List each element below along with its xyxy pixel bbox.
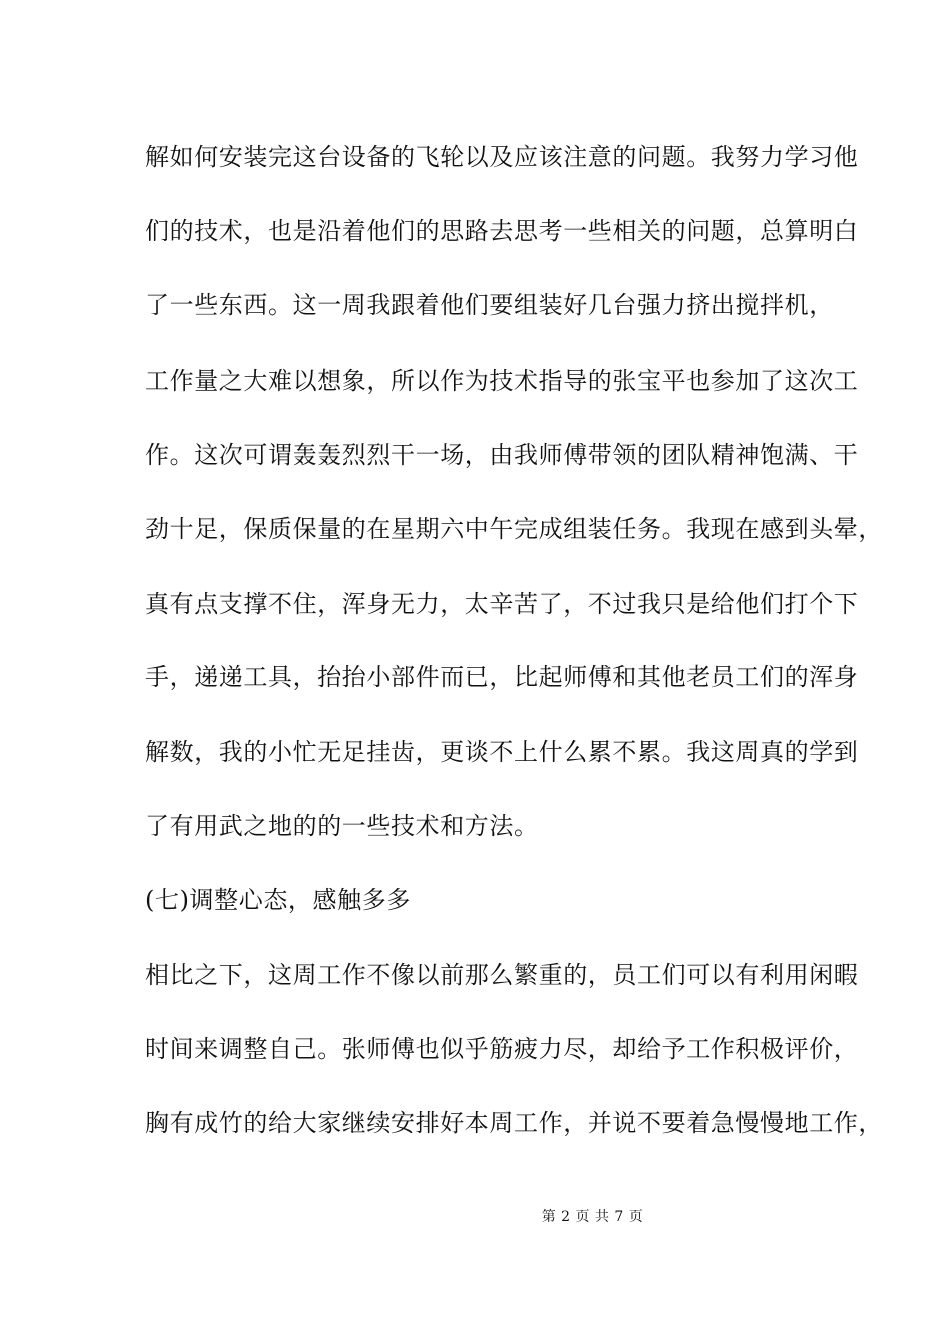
paragraph-line-1: 解如何安装完这台设备的飞轮以及应该注意的问题。我努力学习他 <box>145 143 859 171</box>
paragraph-line-10: 了有用武之地的的一些技术和方法。 <box>145 812 539 840</box>
paragraph-line-13: 胸有成竹的给大家继续安排好本周工作，并说不要着急慢慢地工作， <box>145 1109 883 1137</box>
paragraph-line-9: 解数，我的小忙无足挂齿，更谈不上什么累不累。我这周真的学到 <box>145 738 859 766</box>
page-number-footer: 第 2 页 共 7 页 <box>541 1209 644 1225</box>
paragraph-line-11: 相比之下，这周工作不像以前那么繁重的，员工们可以有利用闲暇 <box>145 961 859 989</box>
paragraph-line-12: 时间来调整自己。张师傅也似乎筋疲力尽，却给予工作积极评价， <box>145 1035 859 1063</box>
paragraph-line-3: 了一些东西。这一周我跟着他们要组装好几台强力挤出搅拌机， <box>145 291 834 319</box>
paragraph-line-4: 工作量之大难以想象，所以作为技术指导的张宝平也参加了这次工 <box>145 367 859 395</box>
paragraph-line-8: 手，递递工具，抬抬小部件而已，比起师傅和其他老员工们的浑身 <box>145 663 859 691</box>
paragraph-line-2: 们的技术，也是沿着他们的思路去思考一些相关的问题，总算明白 <box>145 217 859 245</box>
section-heading: (七)调整心态，感触多多 <box>145 886 411 914</box>
paragraph-line-7: 真有点支撑不住，浑身无力，太辛苦了，不过我只是给他们打个下 <box>145 590 859 618</box>
paragraph-line-5: 作。这次可谓轰轰烈烈干一场，由我师傅带领的团队精神饱满、干 <box>145 441 859 469</box>
paragraph-line-6: 劲十足，保质保量的在星期六中午完成组装任务。我现在感到头晕， <box>145 515 883 543</box>
